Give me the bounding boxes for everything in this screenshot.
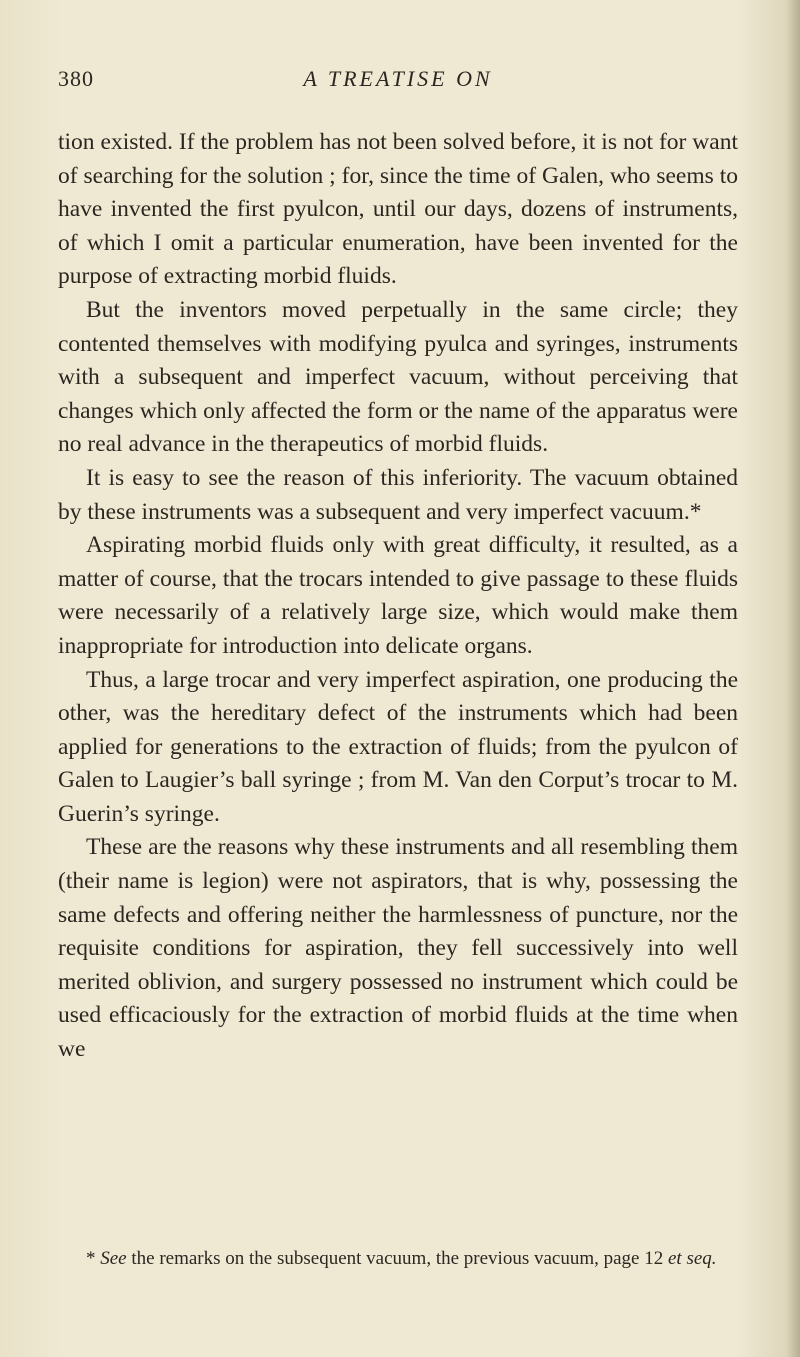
paragraph-2: But the inventors moved perpetually in the same circle; they contented themselves with modifying pyulca and syringes, instruments with a subsequent and imperfect vacuum, without perceiving that changes which only affected the form or the name of the apparatus were no real advance in the therapeutics of morbid fluids. bbox=[58, 296, 738, 458]
page-header bbox=[58, 66, 738, 106]
running-title: A TREATISE ON bbox=[303, 66, 493, 91]
footnote-et-seq: et seq. bbox=[667, 1248, 717, 1269]
page-edge-shadow bbox=[786, 0, 800, 1357]
paragraph-1: tion existed. If the problem has not been solved before, it is not for want of searching for the solution ; for, since the time of Galen, who seems to have invented the first pyulcon, until our days, dozens of instruments, of which I omit a particular enumeration, have been invented for the purpose of extracting morbid fluids. bbox=[58, 129, 738, 290]
paragraph-5: Thus, a large trocar and very imperfect aspiration, one producing the other, was the hereditary defect of the instruments which had been applied for generations to the extraction of fluids; from the pyulcon of Galen to Laugier’s ball syringe ; from M. Van den Corput’s trocar to M. Guerin’s syringe. bbox=[58, 666, 738, 827]
footnote-see: See bbox=[100, 1248, 127, 1269]
paragraph-4: Aspirating morbid fluids only with great difficulty, it resulted, as a matter of course, that the trocars intended to give passage to these fluids were necessarily of a relatively large size, which would make them inappropriate for introduction into delicate organs. bbox=[58, 532, 738, 659]
body-text bbox=[58, 126, 738, 1067]
footnote bbox=[58, 1245, 738, 1272]
paragraph-6: These are the reasons why these instruments and all resembling them (their name is legion) were not aspirators, that is why, possessing the same defects and offering neither the harmlessness of puncture, nor the requisite conditions for aspiration, they fell successively into well merited oblivion, and surgery possessed no instrument which could be used efficaciously for the extraction of morbid fluids at the time when we bbox=[58, 834, 738, 1063]
footnote-marker: * bbox=[86, 1248, 101, 1269]
page-number: 380 bbox=[58, 66, 94, 91]
paragraph-3: It is easy to see the reason of this inferiority. The vacuum obtained by these instruments was a subsequent and very imperfect vacuum.* bbox=[58, 464, 738, 525]
footnote-text: the remarks on the subsequent vacuum, the previous vacuum, page 12 bbox=[126, 1248, 668, 1269]
